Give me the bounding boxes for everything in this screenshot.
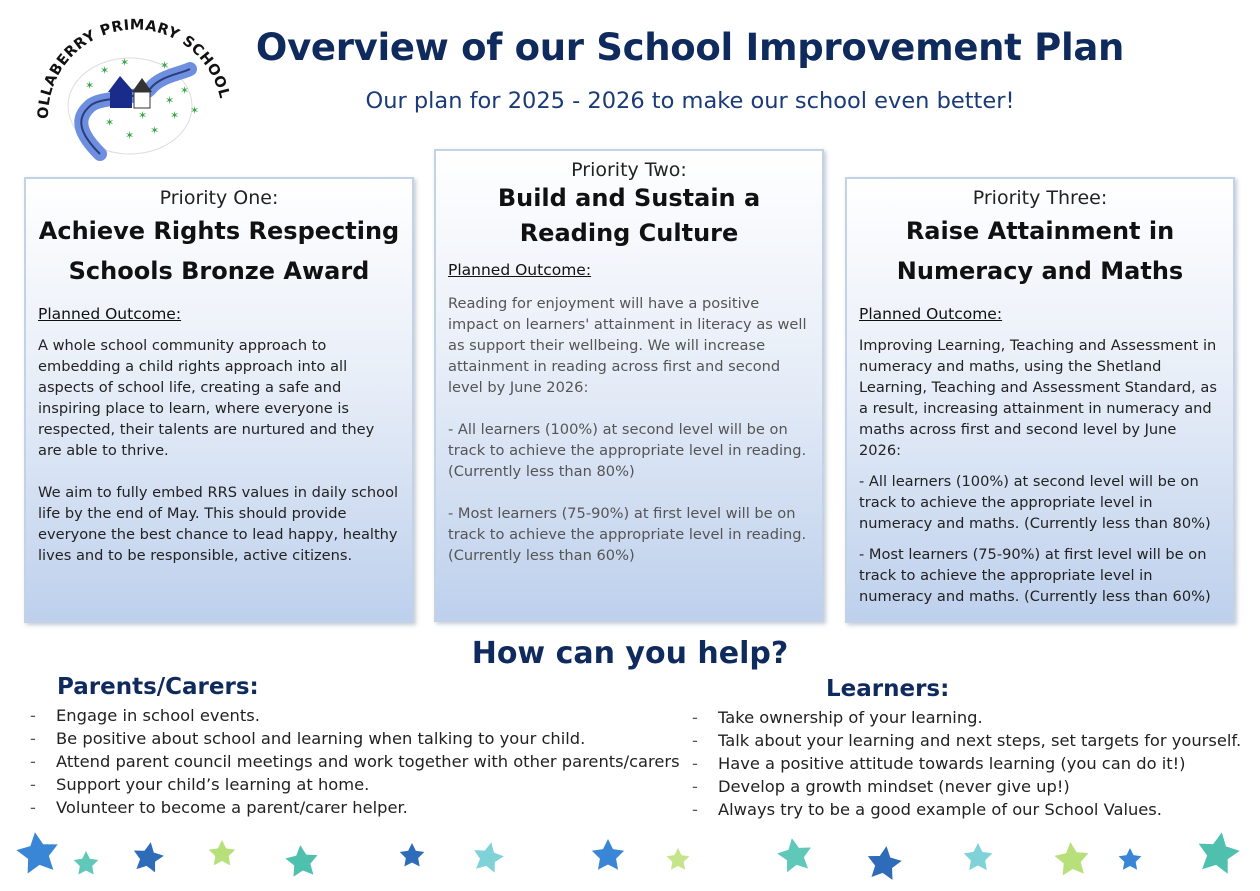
learners-list [690,706,1241,821]
list-item: - Support your child’s learning at home. [28,773,680,796]
list-item: - Talk about your learning and next steps, set targets for yourself. [690,729,1241,752]
school-logo [30,14,240,164]
planned-outcome-label: Planned Outcome: [859,305,1003,323]
outcome-paragraph: - All learners (100%) at second level will be on track to achieve the appropriate level in reading. (Currently less than 80%) [448,421,807,480]
priority-heading-line2: Reading Culture [519,219,739,247]
priority-heading-line1: Achieve Rights Respecting [38,217,400,245]
outcome-paragraph: We aim to fully embed RRS values in daily school life by the end of May. This should provide everyone the best chance to lead happy, healthy lives and to be responsible, active citizens. [38,484,399,564]
outcome-paragraph: A whole school community approach to embedding a child rights approach into all aspects of school life, creating a safe and inspiring place to learn, where everyone is respected, their talents are nurtured and they are able to thrive. [38,337,375,459]
priority-heading-line2: Schools Bronze Award [68,257,370,285]
svg-text:✶: ✶ [100,64,110,77]
svg-text:✶: ✶ [190,104,200,117]
priority-heading-line1: Build and Sustain a [497,184,761,212]
list-item: - Volunteer to become a parent/carer helper. [28,796,680,819]
svg-text:✶: ✶ [138,109,148,122]
outcome-paragraph: Improving Learning, Teaching and Assessment in numeracy and maths, using the Shetland Learning, Teaching and Assessment Standard, as a result, increasing attainment in numeracy and maths across first and second level by June 2026: [859,337,1217,459]
planned-outcome-label: Planned Outcome: [38,305,182,323]
help-heading: How can you help? [471,636,789,671]
priority-label: Priority Three: [972,187,1108,209]
planned-outcome-label: Planned Outcome: [448,261,592,279]
priority-card-one [24,177,414,623]
priority-label: Priority One: [159,187,279,209]
svg-text:✶: ✶ [150,124,160,137]
list-item: - Take ownership of your learning. [690,706,1241,729]
list-item: - Develop a growth mindset (never give up!) [690,775,1241,798]
list-item: - Attend parent council meetings and work together with other parents/carers [28,750,680,773]
priority-heading-line2: Numeracy and Maths [896,257,1184,285]
star-border [0,822,1260,891]
svg-text:✶: ✶ [85,79,95,92]
svg-text:✶: ✶ [125,129,135,142]
page-subtitle: Our plan for 2025 - 2026 to make our school even better! [365,88,1015,114]
outcome-paragraph: - Most learners (75-90%) at first level will be on track to achieve the appropriate level in numeracy and maths. (Currently less than 60%) [859,546,1211,605]
school-logo-text: OLLABERRY PRIMARY SCHOOL [35,17,233,120]
list-item: - Be positive about school and learning when talking to your child. [28,727,680,750]
svg-text:✶: ✶ [120,56,130,69]
outcome-paragraph: Reading for enjoyment will have a positive impact on learners' attainment in literacy as well as support their wellbeing. We will increase attainment in reading across first and second level by June 2026: [448,295,807,396]
list-item: - Always try to be a good example of our School Values. [690,798,1241,821]
svg-text:✶: ✶ [165,94,175,107]
star-icon [14,829,1242,881]
priority-heading-line1: Raise Attainment in [905,217,1175,245]
svg-text:✶: ✶ [180,84,190,97]
list-item: - Have a positive attitude towards learning (you can do it!) [690,752,1241,775]
outcome-paragraph: - Most learners (75-90%) at first level will be on track to achieve the appropriate level in reading. (Currently less than 60%) [448,505,807,564]
parents-heading: Parents/Carers: [57,674,259,700]
priority-card-three [845,177,1235,623]
priority-card-two [434,149,824,622]
svg-text:✶: ✶ [160,59,170,72]
svg-text:✶: ✶ [105,116,115,129]
svg-text:✶: ✶ [170,109,180,122]
list-item: - Engage in school events. [28,704,680,727]
parents-list [28,704,680,819]
outcome-paragraph: - All learners (100%) at second level will be on track to achieve the appropriate level in numeracy and maths. (Currently less than 80%) [859,473,1211,532]
priority-label: Priority Two: [571,159,687,181]
learners-heading: Learners: [826,676,950,702]
page-title: Overview of our School Improvement Plan [255,26,1125,69]
